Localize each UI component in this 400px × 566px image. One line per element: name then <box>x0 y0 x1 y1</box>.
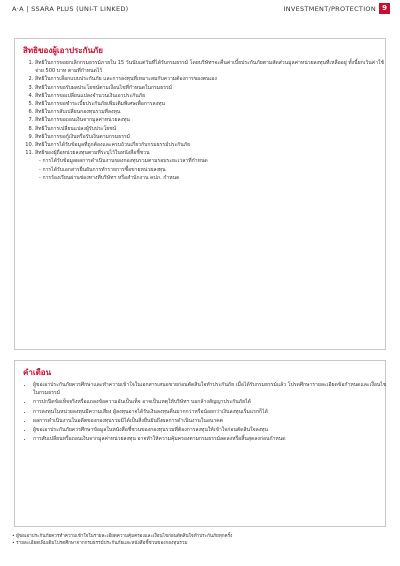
note-item: • การปกปิดข้อเท็จจริงหรือแถลงข้อความอันเป็นเท็จ อาจเป็นเหตุให้บริษัทฯ บอกล้างสัญญาประกันภัยได้ <box>33 398 387 406</box>
note-item: • การลงทุนในหน่วยลงทุนมีความเสี่ยง ผู้ลงทุนอาจได้รับเงินลงทุนคืนมากกว่าหรือน้อยกว่าเงินลงทุนเริ่มแรกก็ได้ <box>33 408 387 416</box>
rights-item: 3. สิทธิในการขอรับผลประโยชน์ตามเงื่อนไขที่กำหนดในกรมธรรม์ <box>35 84 389 92</box>
rights-item: 1. สิทธิในการขอยกเลิกกรมธรรม์ภายใน 15 วันนับแต่วันที่ได้รับกรมธรรม์ โดยบริษัทฯจะคืนค่าเบี้ยประกันภัยตามสัดส่วนมูลค่าหน่วยลงทุนที่เหลืออยู่ ทั้งนี้ยกเว้นค่าใช้จ่าย 500 บาท ตามที่กำหนดไว้ <box>35 59 389 75</box>
rights-item: 2. สิทธิในการเลือกแบบประกันภัย และการลงทุนที่เหมาะสมกับความต้องการของตนเอง <box>35 75 389 83</box>
rights-subitem: - การร้องเรียนผ่านช่องทางที่บริษัทฯ หรือสำนักงาน คปภ. กำหนด <box>39 174 389 182</box>
note-item: • ผู้ขอเอาประกันภัยควรศึกษาข้อมูลในหนังสือชี้ชวนของกองทุนรวมที่ต้องการลงทุนให้เข้าใจก่อนตัดสินใจลงทุน <box>33 426 387 434</box>
rights-item: 6. สิทธิในการสับเปลี่ยนกองทุนรวมที่ลงทุน <box>35 108 389 116</box>
notes-title: คำเตือน <box>23 368 52 377</box>
rights-item: 5. สิทธิในการขอชำระเบี้ยประกันภัยเพิ่มเติมพิเศษเพื่อการลงทุน <box>35 100 389 108</box>
rights-item: 10. สิทธิในการได้รับข้อมูลที่ถูกต้องและครบถ้วนเกี่ยวกับกรมธรรม์ประกันภัย <box>35 141 389 149</box>
rights-item-with-subitems <box>35 149 389 182</box>
note-item: • การสับเปลี่ยนหรือถอนเงินจากมูลค่าหน่วยลงทุน อาจทำให้ความคุ้มครองตามกรมธรรม์ลดลงหรือสิ้นสุดลงก่อนกำหนด <box>33 435 387 443</box>
page-header <box>0 0 400 22</box>
notes-section <box>14 360 386 527</box>
rights-title: สิทธิของผู้เอาประกันภัย <box>23 46 103 55</box>
note-item: • ผู้ขอเอาประกันภัยควรศึกษาและทำความเข้าใจในเอกสารเสนอขายก่อนตัดสินใจทำประกันภัย เมื่อได้รับกรมธรรม์แล้ว โปรดศึกษารายละเอียดข้อกำหนดและเงื่อนไขในกรมธรรม์ <box>33 381 387 397</box>
rights-section <box>14 38 386 350</box>
rights-item-text: สิทธิของผู้ถือหน่วยลงทุนตามที่ระบุไว้ในหนังสือชี้ชวน <box>35 150 150 157</box>
notes-list <box>23 381 387 444</box>
page-number-badge: 9 <box>379 3 390 14</box>
rights-item: 9. สิทธิในการขอกู้เงินหรือรับเงินตามกรมธรรม์ <box>35 133 389 141</box>
footer-line: • รายละเอียดเพิ่มเติมโปรดศึกษาจากกรมธรรม์ประกันภัยและหนังสือชี้ชวนของกองทุนรวม <box>12 540 388 547</box>
rights-item: 8. สิทธิในการเปลี่ยนแปลงผู้รับประโยชน์ <box>35 125 389 133</box>
rights-list <box>23 59 389 182</box>
note-item: • ผลการดำเนินงานในอดีตของกองทุนรวมมิได้เป็นสิ่งยืนยันถึงผลการดำเนินงานในอนาคต <box>33 417 387 425</box>
rights-subitem: - การได้รับเอกสารยืนยันการทำรายการซื้อขายหน่วยลงทุน <box>39 166 389 174</box>
rights-item: 7. สิทธิในการขอถอนเงินจากมูลค่าหน่วยลงทุน <box>35 116 389 124</box>
footer-notes <box>12 533 388 547</box>
footer-line: • ผู้ขอเอาประกันภัยควรทำความเข้าใจในรายละเอียดความคุ้มครองและเงื่อนไขก่อนตัดสินใจทำประกันภัยทุกครั้ง <box>12 533 388 540</box>
rights-item: 4. สิทธิในการขอเปลี่ยนแปลงจำนวนเงินเอาประกันภัย <box>35 92 389 100</box>
rights-sublist <box>35 157 389 182</box>
rights-subitem: - การได้รับข้อมูลผลการดำเนินงานของกองทุนรวมตามรอบระยะเวลาที่กำหนด <box>39 157 389 165</box>
product-name: A·A | SSARA PLUS (UNI-T LINKED) <box>12 5 129 13</box>
section-name: INVESTMENT/PROTECTION <box>283 5 376 13</box>
